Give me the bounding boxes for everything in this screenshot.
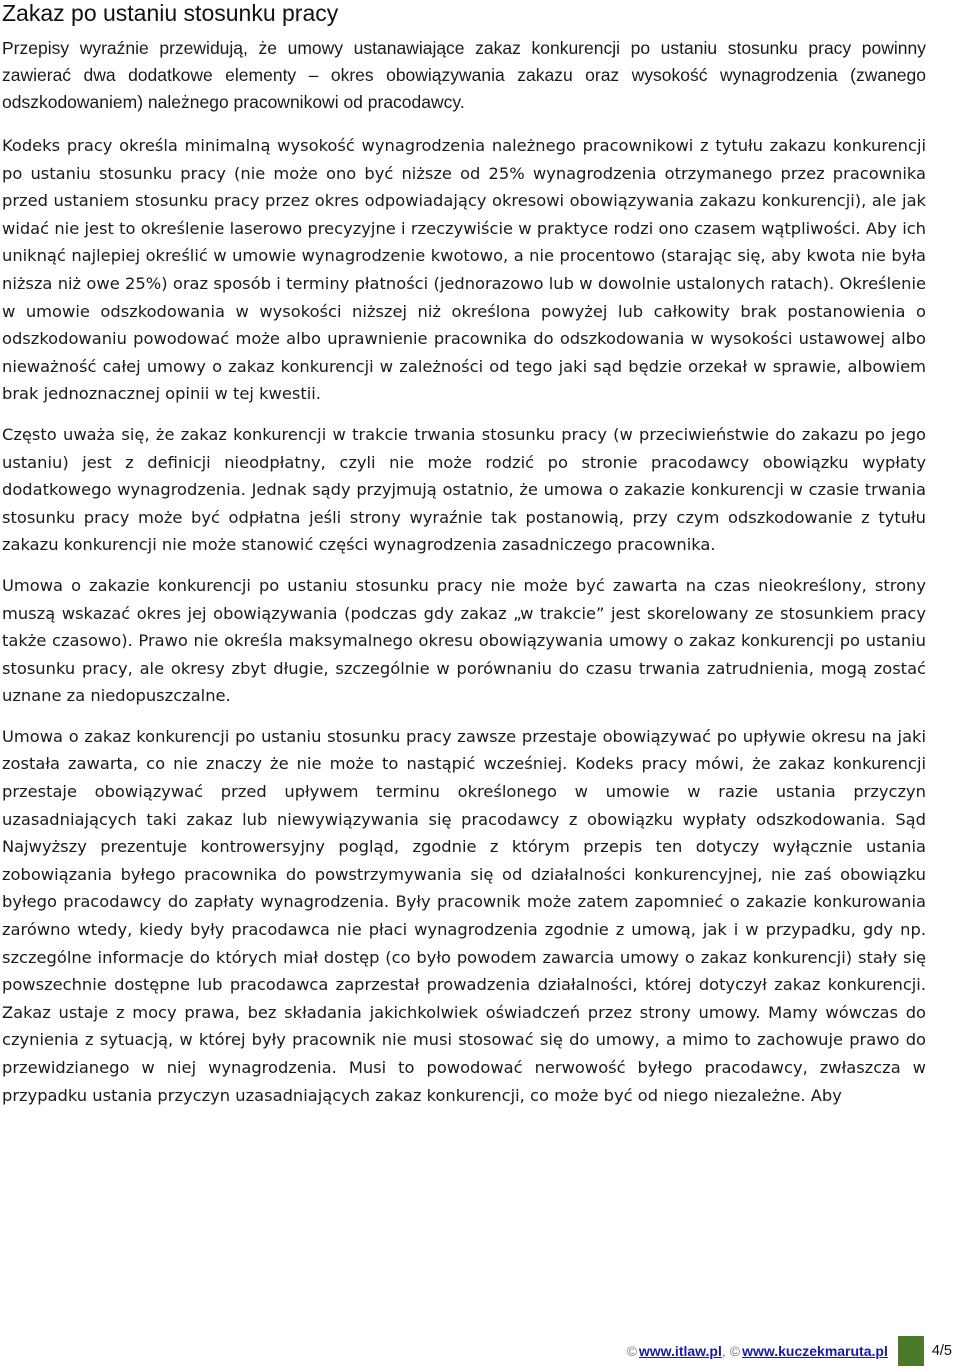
paragraph-paid-ban: Często uważa się, że zakaz konkurencji w trakcie trwania stosunku pracy (w przeciwieństwie do zakazu po jego ustaniu) jest z definicji nieodpłatny, czyli nie może rodzić po stronie pracodawcy obowiązku wypłaty dodatkowego wynagrodzenia. Jednak sądy przyjmują ostatnio, że umowa o zakazie konkurencji w czasie trwania stosunku pracy może być odpłatna jeśli strony wyraźnie tak postanowią, przy czym odszkodowanie z tytułu zakazu konkurencji nie może stanowić części wynagrodzenia zasadniczego pracownika. bbox=[2, 424, 926, 555]
paragraph-termination: Umowa o zakaz konkurencji po ustaniu stosunku pracy zawsze przestaje obowiązywać po upływie okresu na jaki została zawarta, co nie znaczy że nie może to nastąpić wcześniej. Kodeks pracy mówi, że zakaz konkurencji przestaje obowiązywać przed upływem terminu określonego w umowie w razie ustania przyczyn uzasadniających taki zakaz lub niewywiązywania się pracodawcy z obowiązku wypłaty odszkodowania. Sąd Najwyższy prezentuje kontrowersyjny pogląd, zgodnie z którym przepis ten dotyczy wyłącznie ustania zobowiązania byłego pracownika do powstrzymywania się od działalności konkurencyjnej, nie zaś obowiązku byłego pracodawcy do zapłaty wynagrodzenia. Były pracownik może zatem zapomnieć o zakazie konkurowania zarówno wtedy, kiedy były pracodawca nie płaci wynagrodzenia zgodnie z umową, jak i w przypadku, gdy np. szczególne informacje do których miał dostęp (co było powodem zawarcia umowy o zakaz konkurencji) stały się powszechnie dostępne lub pracodawca zaprzestał prowadzenia działalności, której dotyczył zakaz konkurencji. Zakaz ustaje z mocy prawa, bez składania jakichkolwiek oświadczeń przez strony umowy. Mamy wówczas do czynienia z sytuacją, w której były pracownik nie musi stosować się do umowy, a mimo to zachowuje prawo do przewidzianego w niej wynagrodzenia. Musi to powodować nerwowość byłego pracodawcy, zwłaszcza w przypadku ustania przyczyn uzasadniających zakaz konkurencji, co może być od niego niezależne. Aby bbox=[2, 726, 926, 1105]
paragraph-compensation: Kodeks pracy określa minimalną wysokość wynagrodzenia należnego pracownikowi z tytułu zakazu konkurencji po ustaniu stosunku pracy (nie może ono być niższe od 25% wynagrodzenia otrzymanego przez pracownika przed ustaniem stosunku pracy przez okres odpowiadający okresowi obowiązywania zakazu konkurencji), ale jak widać nie jest to określenie laserowo precyzyjne i rzeczywiście w praktyce rodzi ono czasem wątpliwości. Aby ich uniknąć najlepiej określić w umowie wynagrodzenie kwotowo, a nie procentowo (starając się, aby kwota nie była niższa niż owe 25%) oraz sposób i terminy płatności (jednorazowo lub w dowolnie ustalonych ratach). Określenie w umowie odszkodowania w wysokości niższej niż określona powyżej lub całkowity brak postanowienia o odszkodowaniu powodować może albo uprawnienie pracownika do odszkodowania w wysokości ustawowej albo nieważność całej umowy o zakaz konkurencji w zależności od tego jaki sąd będzie orzekał w sprawie, albowiem brak jednoznacznej opinii w tej kwestii. bbox=[2, 136, 926, 404]
footer-separator: , bbox=[721, 1343, 726, 1359]
footer-accent-box bbox=[898, 1336, 924, 1366]
page-footer bbox=[627, 1336, 952, 1366]
section-title: Zakaz po ustaniu stosunku pracy bbox=[2, 0, 339, 26]
body-text bbox=[2, 132, 926, 1122]
intro-paragraph: Przepisy wyraźnie przewidują, że umowy ustanawiające zakaz konkurencji po ustaniu stosunku pracy powinny zawierać dwa dodatkowe elementy – okres obowiązywania zakazu oraz wysokość wynagrodzenia (zwanego odszkodowaniem) należnego pracownikowi od pracodawcy. bbox=[2, 38, 926, 112]
itlaw-link[interactable]: www.itlaw.pl bbox=[638, 1343, 722, 1359]
copyright-icon: © bbox=[729, 1343, 741, 1359]
page-number: 4/5 bbox=[931, 1343, 952, 1359]
kuczekmaruta-link[interactable]: www.kuczekmaruta.pl bbox=[742, 1343, 888, 1359]
paragraph-duration: Umowa o zakazie konkurencji po ustaniu stosunku pracy nie może być zawarta na czas nieokreślony, strony muszą wskazać okres jej obowiązywania (podczas gdy zakaz „w trakcie” jest skorelowany ze stosunkiem pracy także czasowo). Prawo nie określa maksymalnego okresu obowiązywania umowy o zakaz konkurencji po ustaniu stosunku pracy, ale okresy zbyt długie, szczególnie w porównaniu do czasu trwania zatrudnienia, mogą zostać uznane za niedopuszczalne. bbox=[2, 575, 926, 706]
copyright-icon: © bbox=[626, 1343, 637, 1359]
